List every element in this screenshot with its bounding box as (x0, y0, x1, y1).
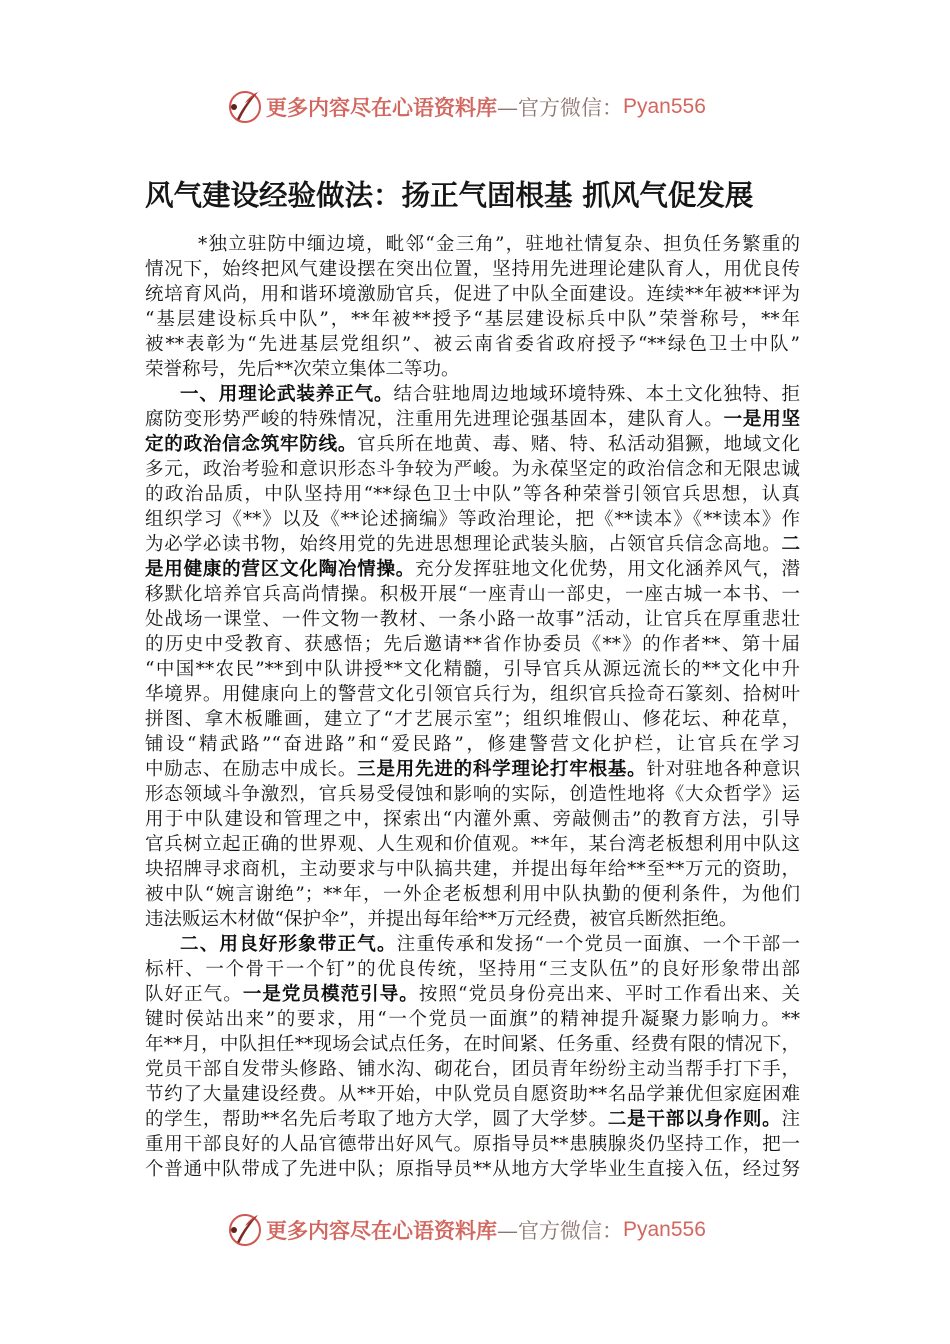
text-run: 针对驻地各种意识 (646, 759, 800, 780)
body-line: 重用干部良好的人品官德带出好风气。原指导员**患胰腺炎仍坚持工作，把一 (145, 1134, 800, 1155)
paragraph-section-1 (145, 382, 800, 932)
body-line: 违法贩运木材做“保护伞”，并提出每年给**万元经费，被官兵断然拒绝。 (145, 909, 738, 930)
body-line: “基层建设标兵中队”，**年被**授予“基层建设标兵中队”荣誉称号，**年 (145, 309, 800, 330)
text-run: 的学生，帮助**名先后考取了地方大学，圆了大学梦。 (145, 1109, 608, 1130)
body-line: 铺设“精武路”“奋进路”和“爱民路”，修建警营文化护栏，让官兵在学习 (145, 734, 800, 755)
body-line: 拼图、拿木板雕画，建立了“才艺展示室”；组织堆假山、修花坛、种花草， (145, 709, 800, 730)
body-line: 党员干部自发带头修路、铺水沟、砌花台，团员青年纷纷主动当帮手打下手， (145, 1059, 800, 1080)
body-line: 华境界。用健康向上的警营文化引领官兵行为，组织官兵捡奇石篆刻、拾树叶 (145, 684, 800, 705)
body-line: 年**月，中队担任**现场会试点任务，在时间紧、任务重、经费有限的情况下， (145, 1034, 800, 1055)
section-heading: 一、用理论武装养正气。 (180, 384, 394, 405)
body-line: 处战场一课堂、一件文物一教材、一条小路一故事”活动，让官兵在厚重悲壮 (145, 609, 800, 630)
body-line: 情况下，始终把风气建设摆在突出位置，坚持用先进理论建队育人，用优良传 (145, 259, 800, 280)
body-line: 形态领域斗争激烈，官兵易受侵蚀和影响的实际，创造性地将《大众哲学》运 (145, 784, 800, 805)
text-run: 为必学必读书物，始终用党的先进思想理论武装头脑，占领官兵信念高地。 (145, 534, 782, 555)
watermark-brand: 更多内容尽在心语资料库 (266, 95, 497, 120)
watermark-wechat-label: —官方微信： (497, 96, 623, 120)
key-point-heading: 三是用先进的科学理论打牢根基。 (357, 759, 647, 780)
body-line: 组织学习《**》以及《**论述摘编》等政治理论，把《**读本》《**读本》作 (145, 509, 800, 530)
key-point-heading: 二 (781, 534, 800, 555)
footer-watermark (226, 1210, 706, 1250)
body-line: 的政治品质，中队坚持用“**绿色卫士中队”等各种荣誉引领官兵思想，认真 (145, 484, 800, 505)
key-point-heading: 是用健康的营区文化陶冶情操。 (145, 559, 416, 580)
text-run: 腐防变形势严峻的特殊情况，注重用先进理论强基固本，建队育人。 (145, 409, 724, 430)
key-point-heading: 定的政治信念筑牢防线。 (145, 434, 358, 455)
body-line: 标杆、一个骨干一个钉”的优良传统，坚持用“三支队伍”的良好形象带出部 (145, 959, 800, 980)
body-line: 的历史中受教育、获感悟；先后邀请**省作协委员《**》的作者**、第十届 (145, 634, 800, 655)
body-line: 统培育风尚，用和谐环境激励官兵，促进了中队全面建设。连续**年被**评为 (145, 284, 800, 305)
section-heading: 二、用良好形象带正气。 (180, 934, 397, 955)
paragraph-section-2 (145, 932, 800, 1182)
key-point-heading: 一是党员模范引导。 (242, 984, 419, 1005)
body-line (145, 982, 800, 1007)
watermark-wechat-id: Pyan556 (623, 95, 706, 118)
key-point-heading: 一是用坚 (723, 409, 800, 430)
body-line: 多元，政治考验和意识形态斗争较为严峻。为永葆坚定的政治信念和无限忠诚 (145, 459, 800, 480)
body-line: 移默化培养官兵高尚情操。积极开展“一座青山一部史，一座古城一本书、一 (145, 584, 800, 605)
body-line: 被中队“婉言谢绝”；**年，一外企老板想利用中队执勤的便利条件，为他们 (145, 884, 800, 905)
key-point-heading: 二是干部以身作则。 (607, 1109, 782, 1130)
text-run: 按照“党员身份亮出来、平时工作看出来、关 (418, 984, 800, 1005)
document-title: 风气建设经验做法：扬正气固根基 抓风气促发展 (145, 179, 754, 212)
body-line: 键时侯站出来”的要求，用“一个党员一面旗”的精神提升凝聚力影响力。** (145, 1009, 800, 1030)
text-run: 结合驻地周边地域环境特殊、本土文化独特、拒 (393, 384, 800, 405)
text-run: 充分发挥驻地文化优势，用文化涵养风气，潜 (415, 559, 800, 580)
body-line: 用于中队建设和管理之中，探索出“内灌外熏、旁敲侧击”的教育方法，引导 (145, 809, 800, 830)
body-line: 官兵树立起正确的世界观、人生观和价值观。**年，某台湾老板想利用中队这 (145, 834, 800, 855)
text-run: 注重传承和发扬“一个党员一面旗、一个干部一 (396, 934, 800, 955)
body-line: 荣誉称号，先后**次荣立集体二等功。 (145, 359, 460, 380)
body-line: 被**表彰为“先进基层党组织”、被云南省委省政府授予“**绿色卫士中队” (145, 334, 800, 355)
body-line (145, 382, 800, 407)
body-line (145, 407, 800, 432)
text-run: 官兵所在地黄、毒、赌、特、私活动猖獗，地域文化 (357, 434, 800, 455)
body-line (145, 757, 800, 782)
body-line (145, 557, 800, 582)
watermark-wechat-id: Pyan556 (623, 1218, 706, 1241)
body-line (145, 432, 800, 457)
watermark-brand: 更多内容尽在心语资料库 (266, 1218, 497, 1243)
body-line (145, 1107, 800, 1132)
body-line: 个普通中队带成了先进中队；原指导员**从地方大学毕业生直接入伍，经过努 (145, 1159, 800, 1180)
text-run: 队好正气。 (145, 984, 243, 1005)
body-line: *独立驻防中缅边境，毗邻“金三角”，驻地社情复杂、担负任务繁重的 (198, 234, 800, 255)
paragraph-intro (145, 232, 800, 382)
body-line (145, 532, 800, 557)
body-line: “中国**农民”**到中队讲授**文化精髓，引导官兵从源远流长的**文化中升 (145, 659, 800, 680)
body-line: 块招牌寻求商机，主动要求与中队搞共建，并提出每年给**至**万元的资助， (145, 859, 800, 880)
body-line (145, 932, 800, 957)
text-run: 注 (781, 1109, 800, 1130)
text-run: 中励志、在励志中成长。 (145, 759, 358, 780)
quill-logo-icon (226, 1211, 264, 1249)
header-watermark (226, 87, 706, 127)
document-body (145, 232, 800, 1182)
body-line: 节约了大量建设经费。从**开始，中队党员自愿资助**名品学兼优但家庭困难 (145, 1084, 800, 1105)
watermark-wechat-label: —官方微信： (497, 1219, 623, 1243)
quill-logo-icon (226, 88, 264, 126)
